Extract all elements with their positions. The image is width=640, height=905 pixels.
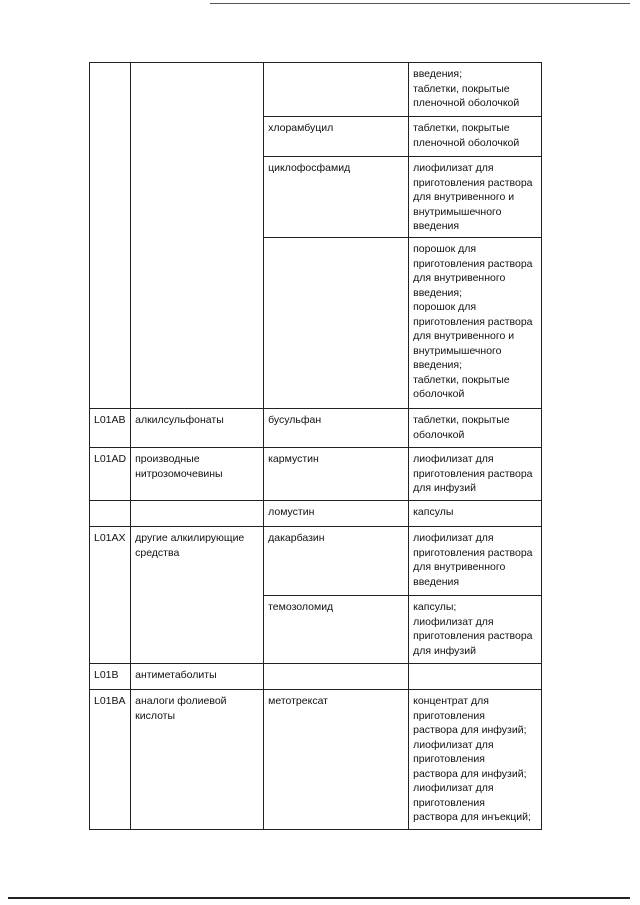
drug-name-cell [264,63,409,117]
group-cell: алкилсульфонаты [131,409,264,448]
group-cell: антиметаболиты [131,664,264,690]
drug-name-cell: дакарбазин [264,527,409,596]
table-row [90,238,542,409]
dosage-form-cell: введения; таблетки, покрытые пленочной оболочкой [409,63,542,117]
bottom-edge-line [8,897,630,899]
drug-name-cell: метотрексат [264,690,409,830]
dosage-form-cell: лиофилизат для приготовления раствора для внутривенного и внутримышечного введения [409,157,542,238]
table-row [90,448,542,501]
atc-code-cell: L01B [90,664,131,690]
atc-code-cell [90,501,131,527]
table-row [90,409,542,448]
dosage-form-cell: лиофилизат для приготовления раствора для внутривенного введения [409,527,542,596]
drug-name-cell: темозоломид [264,596,409,664]
atc-code-cell [90,157,131,238]
atc-code-cell [90,238,131,409]
group-cell [131,63,264,117]
group-cell: производные нитрозомочевины [131,448,264,501]
drug-list-table [89,62,542,830]
group-cell [131,238,264,409]
table-row [90,117,542,157]
drug-name-cell [264,238,409,409]
atc-code-cell [90,596,131,664]
table-row [90,63,542,117]
atc-code-cell [90,117,131,157]
group-cell [131,501,264,527]
drug-name-cell: хлорамбуцил [264,117,409,157]
atc-code-cell: L01AB [90,409,131,448]
table-row [90,501,542,527]
top-edge-line [210,3,630,4]
table-row [90,157,542,238]
drug-name-cell [264,664,409,690]
drug-name-cell: ломустин [264,501,409,527]
dosage-form-cell: лиофилизат для приготовления раствора для инфузий [409,448,542,501]
atc-code-cell: L01BA [90,690,131,830]
table-row [90,664,542,690]
dosage-form-cell: капсулы [409,501,542,527]
drug-name-cell: циклофосфамид [264,157,409,238]
table-row [90,690,542,830]
drug-name-cell: бусульфан [264,409,409,448]
group-cell: аналоги фолиевой кислоты [131,690,264,830]
table-row [90,527,542,596]
group-cell: другие алкилирующие средства [131,527,264,596]
dosage-form-cell: таблетки, покрытые пленочной оболочкой [409,117,542,157]
dosage-form-cell: капсулы; лиофилизат для приготовления раствора для инфузий [409,596,542,664]
dosage-form-cell [409,664,542,690]
atc-code-cell [90,63,131,117]
dosage-form-cell: порошок для приготовления раствора для внутривенного введения; порошок для приготовления раствора для внутривенного и внутримышечного введения; таблетки, покрытые оболочкой [409,238,542,409]
group-cell [131,117,264,157]
drug-name-cell: кармустин [264,448,409,501]
atc-code-cell: L01AX [90,527,131,596]
dosage-form-cell: концентрат для приготовления раствора для инфузий; лиофилизат для приготовления раствора для инфузий; лиофилизат для приготовления раствора для инъекций; [409,690,542,830]
dosage-form-cell: таблетки, покрытые оболочкой [409,409,542,448]
group-cell [131,157,264,238]
table-row [90,596,542,664]
atc-code-cell: L01AD [90,448,131,501]
group-cell [131,596,264,664]
